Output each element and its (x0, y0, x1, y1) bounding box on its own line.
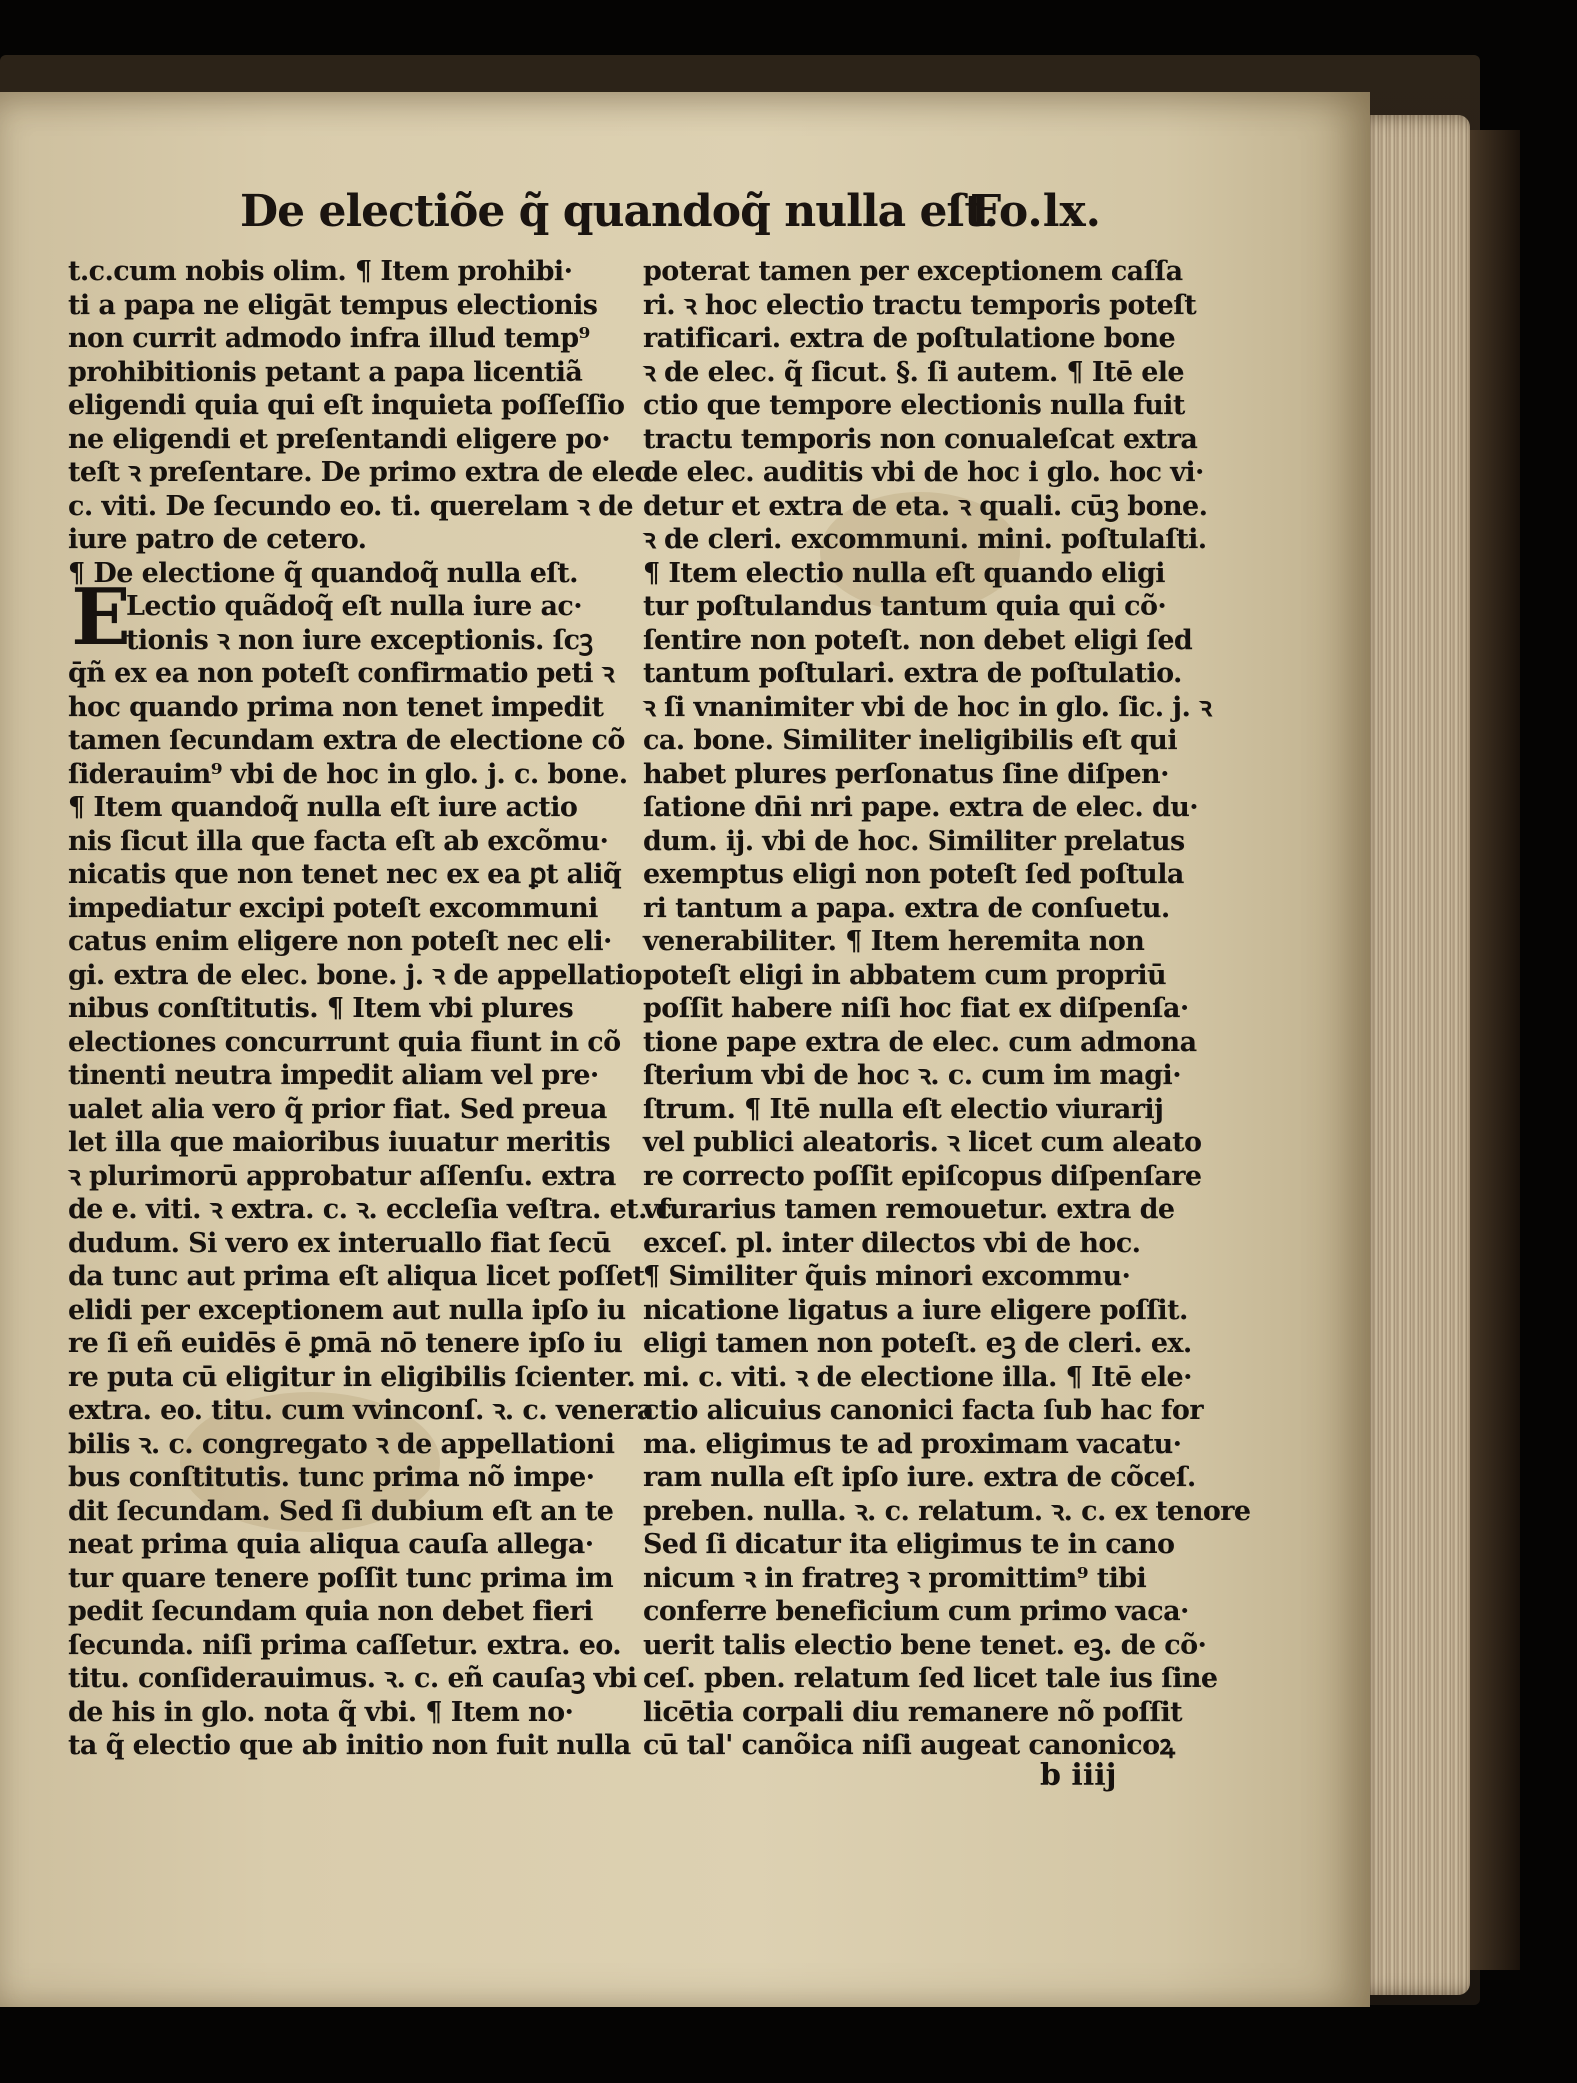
text-line: uerit talis electio bene tenet. eꝫ. de cõ· (643, 1629, 1207, 1661)
text-line: ꝛ ſi vnanimiter vbi de hoc in glo. ſic. j. ꝛ (643, 691, 1212, 723)
text-line: ctio alicuius canonici facta ſub hac for (643, 1395, 1203, 1426)
text-line: preben. nulla. ꝛ. c. relatum. ꝛ. c. ex tenore (643, 1495, 1251, 1527)
decorated-initial: E (71, 572, 131, 663)
text-line: tur quare tenere poſſit tunc prima im (68, 1562, 614, 1594)
text-line: ri tantum a papa. extra de conſuetu. (643, 892, 1170, 924)
text-line: ram nulla eſt ipſo iure. extra de cõceſ. (643, 1462, 1196, 1493)
text-line: ¶ Item electio nulla eſt quando eligi (643, 557, 1165, 589)
text-line: ꝛ de cleri. excommuni. mini. poſtulaſti. (643, 524, 1207, 555)
text-line: ꝛ plurimorū approbatur aſſenſu. extra (68, 1160, 616, 1192)
text-line: nis ſicut illa que facta eſt ab excõmu· (68, 825, 609, 857)
running-head: De electiõe q̃ quandoq̃ nulla eſt. (240, 186, 999, 237)
folio-number: Fo.lx. (970, 186, 1101, 237)
text-line: vel publici aleatoris. ꝛ licet cum aleato (643, 1127, 1202, 1158)
text-line: ꝛ de elec. q̃ ſicut. §. ſi autem. ¶ Itē ele (643, 356, 1185, 388)
text-line: tantum poſtulari. extra de poſtulatio. (643, 658, 1182, 689)
text-line: detur et extra de eta. ꝛ quali. cūꝫ bone. (643, 490, 1208, 522)
text-line: habet plures perſonatus ſine diſpen· (643, 758, 1169, 790)
text-line: re puta cū eligitur in eligibilis ſcienter. (68, 1361, 636, 1393)
text-line: tionis ꝛ non iure exceptionis. ſcꝫ (126, 624, 593, 656)
signature-mark: b iiij (1040, 1758, 1117, 1793)
text-line: let illa que maioribus iuuatur meritis (68, 1127, 611, 1158)
text-line: prohibitionis petant a papa licentiã (68, 356, 583, 388)
text-line: ta q̃ electio que ab initio non fuit nulla (68, 1730, 631, 1761)
text-line: iure patro de cetero. (68, 524, 367, 555)
text-line: ſatione dn̄i nri pape. extra de elec. du· (643, 792, 1199, 823)
text-line: poteſt eligi in abbatem cum propriū (643, 959, 1167, 991)
page-header (240, 186, 1120, 246)
text-line: elidi per exceptionem aut nulla ipſo iu (68, 1294, 626, 1326)
left-text-column (68, 255, 681, 1763)
text-line: da tunc aut prima eſt aliqua licet poſſet (68, 1261, 645, 1292)
text-line: extra. eo. titu. cum vvinconſ. ꝛ. c. venera (68, 1395, 654, 1426)
text-line: ¶ Similiter q̃uis minori excommu· (643, 1261, 1131, 1292)
text-line: licētia corpali diu remanere nõ poſſit (643, 1696, 1183, 1728)
book-edge-shadow (1465, 130, 1520, 1970)
text-line: ne eligendi et preſentandi eligere po· (68, 423, 611, 455)
text-line: hoc quando prima non tenet impedit (68, 691, 604, 723)
text-line: teſt ꝛ preſentare. De primo extra de elec. (68, 457, 660, 488)
text-line: t.c.cum nobis olim. ¶ Item prohibi· (68, 256, 573, 287)
text-line: gi. extra de elec. bone. j. ꝛ de appellatio (68, 959, 643, 991)
text-line: ſecunda. niſi prima caſſetur. extra. eo. (68, 1629, 622, 1661)
text-line: Lectio quãdoq̃ eſt nulla iure ac· (126, 591, 583, 622)
text-line: ¶ Item quandoq̃ nulla eſt iure actio (68, 792, 578, 823)
text-line: dudum. Si vero ex interuallo fiat ſecū (68, 1227, 611, 1259)
text-line: cū tal' canõica niſi augeat canonicoꝝ (643, 1730, 1175, 1761)
text-line: de his in glo. nota q̃ vbi. ¶ Item no· (68, 1696, 574, 1728)
text-line: catus enim eligere non poteſt nec eli· (68, 926, 612, 957)
text-line: mi. c. viti. ꝛ de electione illa. ¶ Itē ele· (643, 1361, 1192, 1393)
text-line: eligendi quia qui eſt inquieta poſſeſſio (68, 390, 625, 421)
text-line: exceſ. pl. inter dilectos vbi de hoc. (643, 1227, 1141, 1259)
text-line: nicatione ligatus a iure eligere poſſit. (643, 1294, 1188, 1326)
text-line: re ſi eñ euidēs ē ꝑmā nō tenere ipſo iu (68, 1328, 623, 1359)
right-text-column (643, 255, 1251, 1763)
text-line: ti a papa ne eligāt tempus electionis (68, 289, 598, 321)
text-line: ¶ De electione q̃ quandoq̃ nulla eſt. (68, 557, 578, 589)
text-line: dum. ij. vbi de hoc. Similiter prelatus (643, 825, 1185, 857)
text-line: nicatis que non tenet nec ex ea ꝑt aliq̃ (68, 859, 622, 890)
text-line: q̄ñ ex ea non poteſt confirmatio peti ꝛ (68, 658, 614, 689)
text-line: ſtrum. ¶ Itē nulla eſt electio viurarij (643, 1093, 1164, 1125)
text-line: nibus conſtitutis. ¶ Item vbi plures (68, 993, 574, 1024)
text-line: dit ſecundam. Sed ſi dubium eſt an te (68, 1495, 614, 1527)
text-line: poſſit habere niſi hoc fiat ex diſpenſa· (643, 993, 1189, 1024)
text-line: re correcto poſſit epiſcopus diſpenſare (643, 1160, 1202, 1192)
text-line: ſiderauim⁹ vbi de hoc in glo. j. c. bone. (68, 758, 628, 790)
text-line: ctio que tempore electionis nulla fuit (643, 390, 1185, 421)
text-line: eligi tamen non poteſt. eꝫ de cleri. ex. (643, 1328, 1192, 1359)
text-line: ſentire non poteſt. non debet eligi ſed (643, 624, 1193, 656)
text-line: venerabiliter. ¶ Item heremita non (643, 926, 1145, 957)
text-line: de e. viti. ꝛ extra. c. ꝛ. eccleſia veſtra. et. c. (68, 1194, 681, 1225)
text-line: ratificari. extra de poſtulatione bone (643, 323, 1176, 354)
text-line: ſterium vbi de hoc ꝛ. c. cum im magi· (643, 1060, 1182, 1091)
text-line: ca. bone. Similiter ineligibilis eſt qui (643, 725, 1177, 756)
text-line: ma. eligimus te ad proximam vacatu· (643, 1428, 1182, 1460)
text-line: de elec. auditis vbi de hoc i glo. hoc vi· (643, 457, 1204, 488)
text-line: bilis ꝛ. c. congregato ꝛ de appellationi (68, 1428, 615, 1460)
text-line: pedit ſecundam quia non debet fieri (68, 1596, 593, 1627)
text-line: bus conſtitutis. tunc prima nõ impe· (68, 1462, 595, 1493)
text-line: exemptus eligi non poteſt ſed poſtula (643, 859, 1184, 890)
text-line: c. viti. De ſecundo eo. ti. querelam ꝛ de (68, 490, 633, 522)
text-line: tur poſtulandus tantum quia qui cõ· (643, 591, 1167, 622)
text-line: impediatur excipi poteſt excommuni (68, 892, 598, 924)
text-line: vſurarius tamen remouetur. extra de (643, 1194, 1175, 1225)
text-line: tamen ſecundam extra de electione cõ (68, 725, 625, 756)
text-line: non currit admodo infra illud temp⁹ (68, 323, 590, 354)
text-line: poterat tamen per exceptionem caſſa (643, 256, 1183, 287)
text-line: neat prima quia aliqua cauſa allega· (68, 1529, 594, 1560)
text-line: electiones concurrunt quia fiunt in cõ (68, 1026, 621, 1058)
text-line: nicum ꝛ in fratreꝫ ꝛ promittim⁹ tibi (643, 1562, 1147, 1594)
text-line: conferre beneficium cum primo vaca· (643, 1596, 1189, 1627)
text-line: tinenti neutra impedit aliam vel pre· (68, 1060, 599, 1091)
text-line: ceſ. pben. relatum ſed licet tale ius ſine (643, 1663, 1218, 1694)
text-line: titu. conſiderauimus. ꝛ. c. eñ cauſaꝫ vbi (68, 1663, 637, 1694)
text-line: ualet alia vero q̃ prior fiat. Sed preua (68, 1093, 607, 1125)
text-line: tione pape extra de elec. cum admona (643, 1026, 1197, 1058)
page-fore-edges (1355, 115, 1470, 1995)
text-line: Sed ſi dicatur ita eligimus te in cano (643, 1529, 1175, 1560)
text-line: tractu temporis non conualeſcat extra (643, 423, 1198, 455)
text-line: ri. ꝛ hoc electio tractu temporis poteſt (643, 289, 1197, 321)
